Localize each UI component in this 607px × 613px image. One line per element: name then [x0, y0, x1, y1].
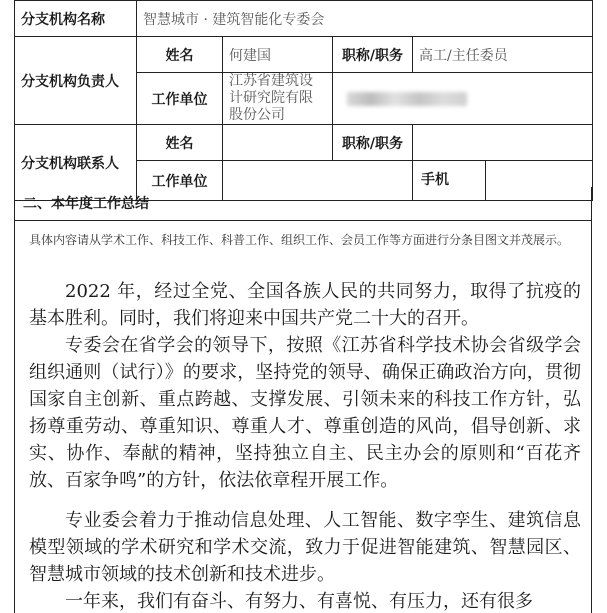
- branch-name-label: 分支机构名称: [15, 1, 137, 37]
- contact-name-label: 姓名: [137, 125, 223, 161]
- paragraph-2: 专委会在省学会的领导下，按照《江苏省科学技术协会省级学会组织通则（试行）》的要求，坚持党的领导、确保正确政治方向，贯彻国家自主创新、重点跨越、支撑发展、引领未来的科技工作方针，弘扬尊重劳动、尊重知识、尊重人才、尊重创造的风尚，倡导创新、求实、协作、奉献的精神，坚持独立自主、民主办会的原则和“百花齐放、百家争鸣”的方针，依法依章程开展工作。: [29, 335, 581, 491]
- contact-name-row: [15, 125, 593, 161]
- paragraph-4: 一年来，我们有奋斗、有努力、有喜悦、有压力，还有很多: [65, 591, 533, 612]
- leader-workplace-value: 江苏省建筑设计研究院有限股份公司: [223, 73, 333, 125]
- leader-title-value: 高工/主任委员: [413, 37, 593, 73]
- contact-phone-label: 手机: [413, 161, 486, 200]
- branch-info-table: [14, 0, 593, 201]
- leader-phone-redacted: [333, 73, 593, 125]
- contact-section-label: 分支机构联系人: [15, 125, 137, 201]
- section-title: 二、本年度工作总结: [14, 187, 592, 221]
- contact-title-label: 职称/职务: [333, 125, 413, 161]
- contact-workplace-label: 工作单位: [137, 161, 223, 201]
- summary-body: [14, 221, 592, 613]
- contact-name-value: [223, 125, 333, 161]
- paragraph-3: 专业委会着力于推动信息处理、人工智能、数字孪生、建筑信息模型领域的学术研究和学术交流，致力于促进智能建筑、智慧园区、智慧城市领域的技术创新和技术进步。: [29, 510, 581, 585]
- leader-section-label: 分支机构负责人: [15, 37, 137, 125]
- paragraph-1: 2022 年，经过全党、全国各族人民的共同努力，取得了抗疫的基本胜利。同时，我们将迎来中国共产党二十大的召开。: [29, 281, 581, 329]
- leader-name-value: 何建国: [223, 37, 333, 73]
- leader-name-row: [15, 37, 593, 73]
- branch-name-value: 智慧城市 · 建筑智能化专委会: [137, 1, 593, 37]
- leader-workplace-label: 工作单位: [137, 73, 223, 125]
- instruction-text: 具体内容请从学术工作、科技工作、科普工作、组织工作、会员工作等方面进行分条目图文并茂展示。: [29, 233, 570, 247]
- leader-title-label: 职称/职务: [333, 37, 413, 73]
- leader-name-label: 姓名: [137, 37, 223, 73]
- branch-name-row: [15, 1, 593, 37]
- contact-title-value: [413, 125, 593, 161]
- redaction-blur: [347, 92, 467, 106]
